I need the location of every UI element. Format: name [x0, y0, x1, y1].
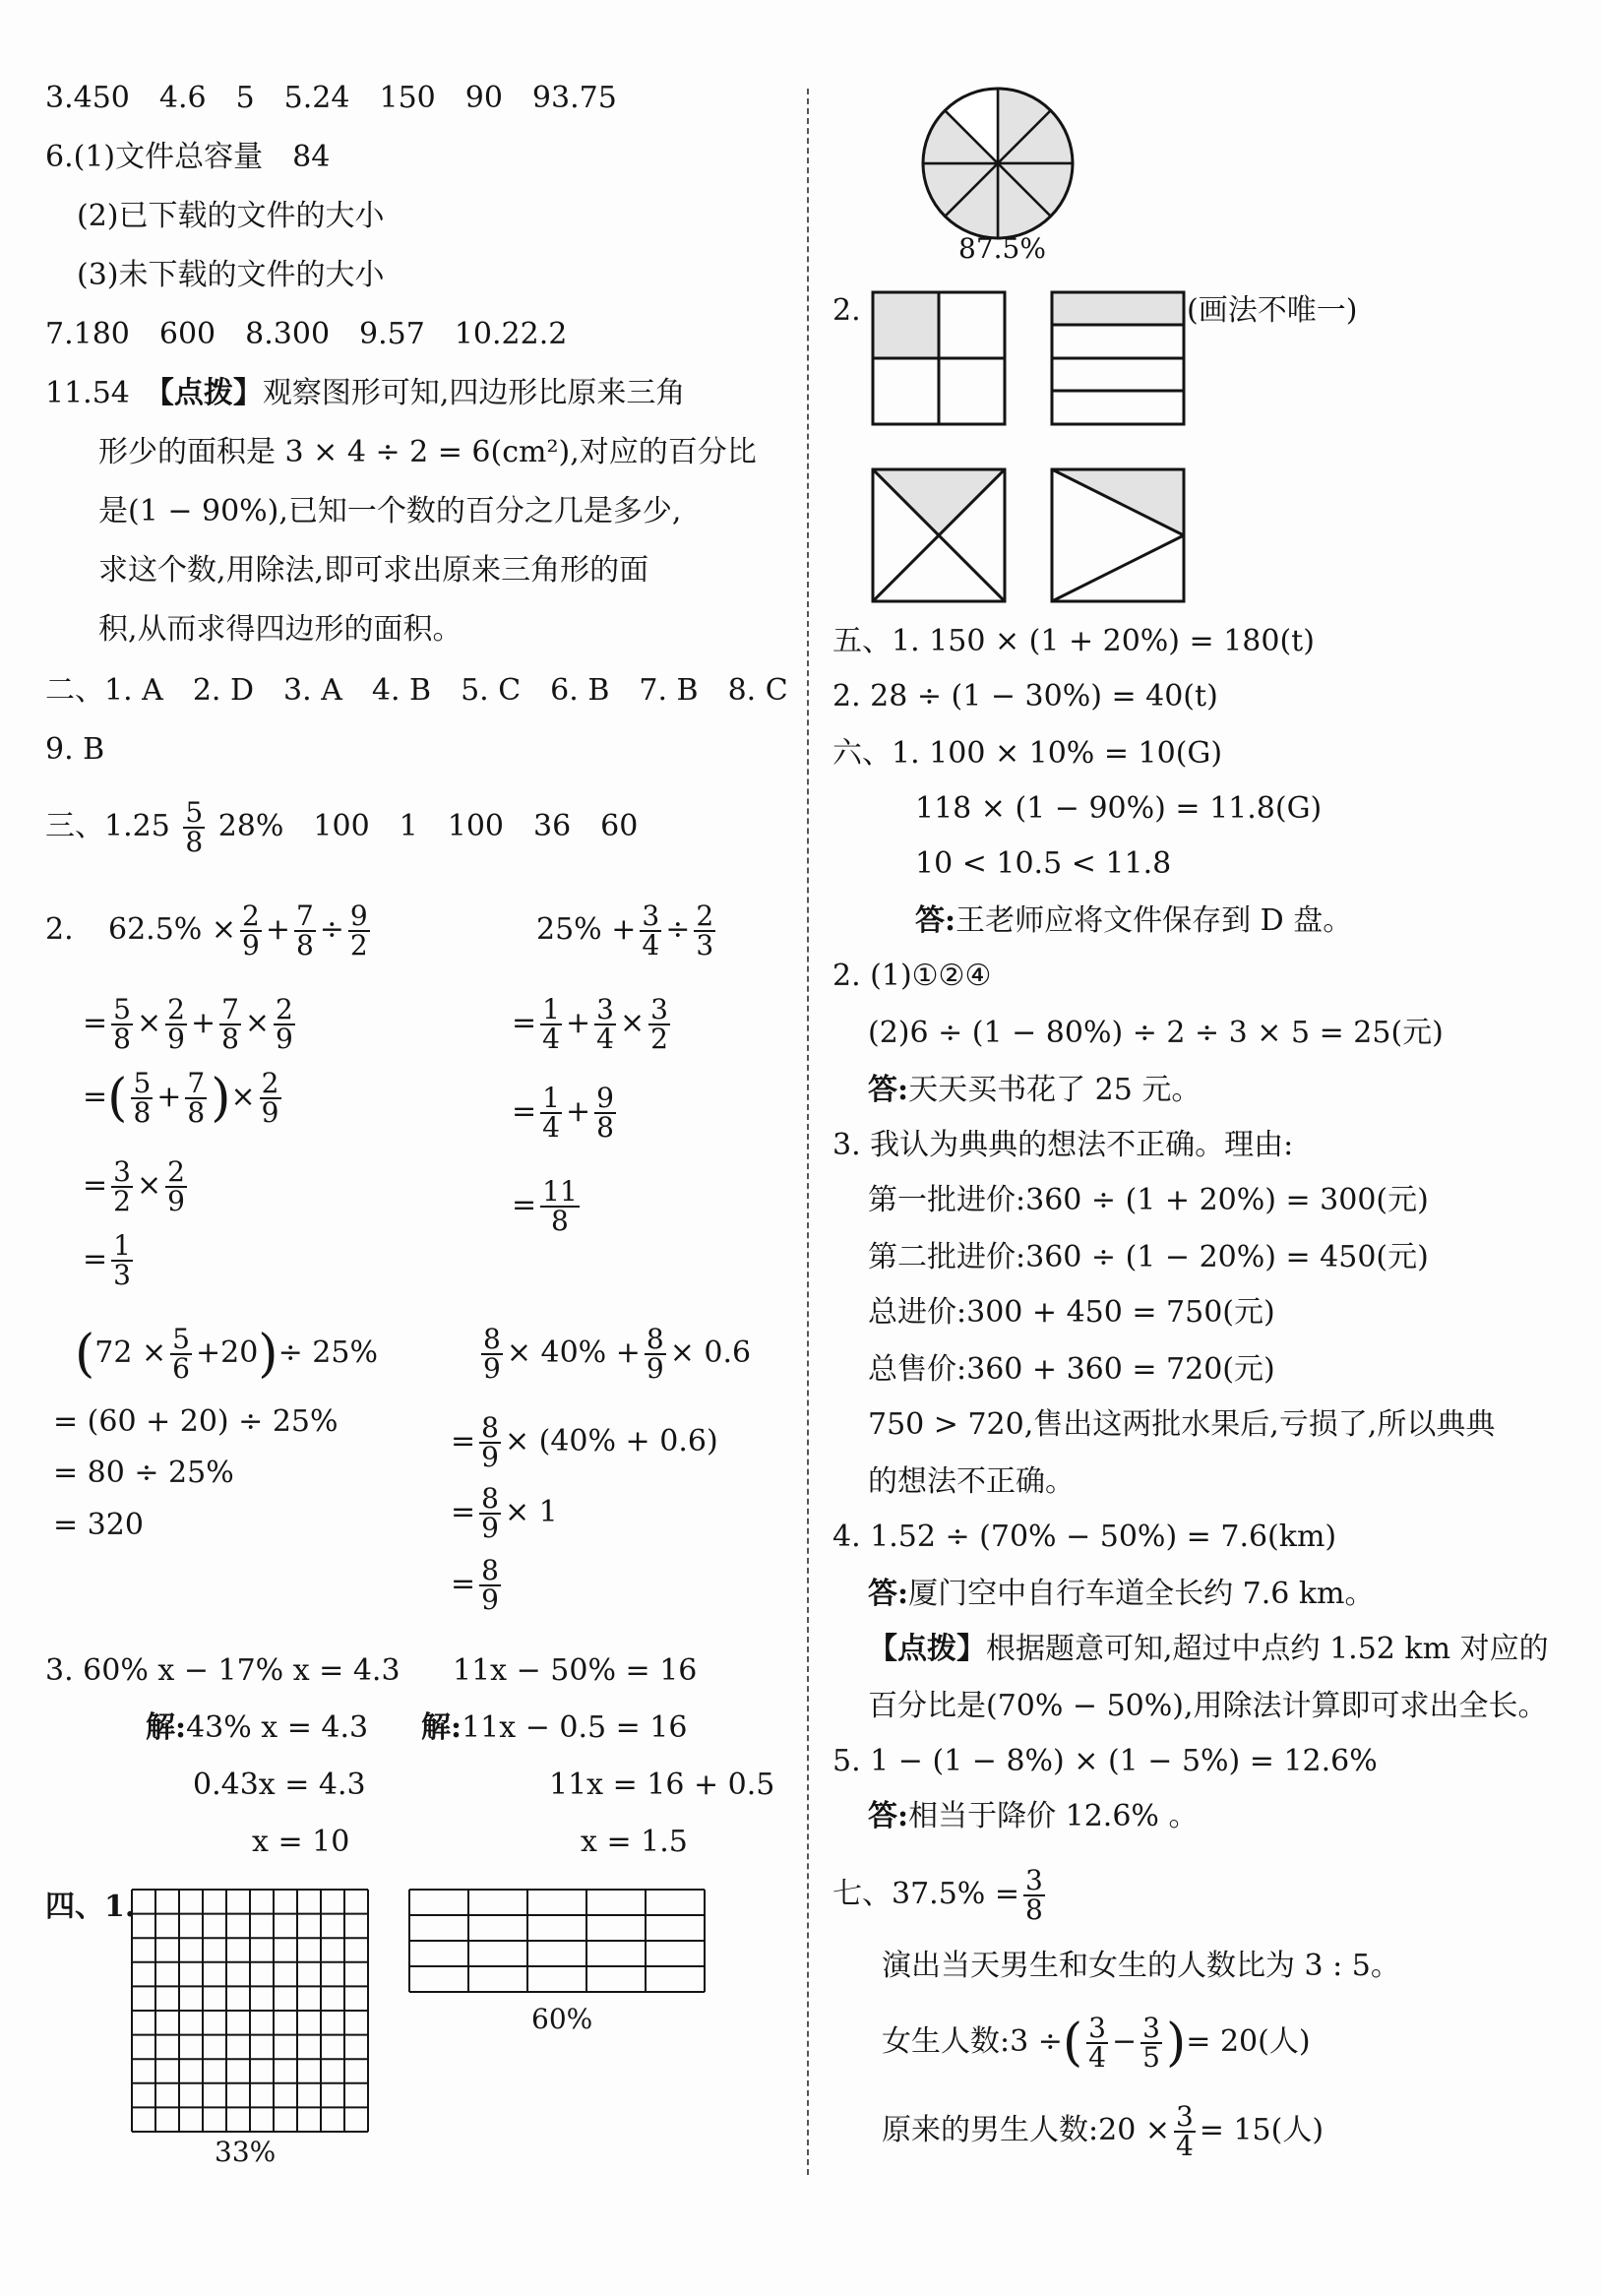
calc-2a-line-3: =( $\frac{5}{8}$ + $\frac{7}{8}$ )× $\frac{2}{9}$ [83, 1067, 279, 1129]
hint-line-3: 是(1 − 90%),已知一个数的百分之几是多少, [98, 494, 682, 528]
fraction: $\frac{5}{8}$ [185, 796, 204, 858]
shaded-square-rows [1051, 291, 1185, 425]
calc-2b-line-2: = $\frac{1}{4}$ + $\frac{3}{4}$ × $\frac{3}{2}$ [512, 993, 668, 1055]
circle-caption: 87.5% [958, 232, 1046, 265]
calc-3a-line-1: (72 × $\frac{5}{6}$ +20)÷ 25% [75, 1323, 378, 1385]
r5-line-2: 2. 28 ÷ (1 − 30%) = 40(t) [832, 679, 1218, 714]
equation-3b-line-2: 解:11x − 0.5 = 16 [421, 1710, 688, 1745]
calc-3b-line-2: = $\frac{8}{9}$ × (40% + 0.6) [451, 1411, 718, 1473]
calc-label-2: 2. [45, 912, 74, 947]
hint-line-2: 形少的面积是 3 × 4 ÷ 2 = 6(cm²),对应的百分比 [98, 435, 757, 469]
calc-2b-line-4: = $\frac{11}{8}$ [512, 1175, 578, 1237]
q2-label: 2. [832, 293, 861, 328]
r6-line-13: 750 > 720,售出这两批水果后,亏损了,所以典典 [868, 1407, 1496, 1442]
r7-line-4: 原来的男生人数:20 × $\frac{3}{4}$ = 15(人) [882, 2100, 1325, 2162]
answer-line-6-2: (2)已下载的文件的大小 [77, 199, 385, 233]
r6-line-7: 答:天天买书花了 25 元。 [868, 1073, 1202, 1107]
equation-3b-line-4: x = 1.5 [581, 1825, 688, 1859]
shaded-square-diagonals [872, 468, 1006, 602]
r7-line-2: 演出当天男生和女生的人数比为 3 : 5。 [882, 1949, 1400, 1983]
r6-line-17: 【点拨】根据题意可知,超过中点约 1.52 km 对应的 [868, 1632, 1549, 1666]
r5-line-1: 五、1. 150 × (1 + 20%) = 180(t) [832, 624, 1315, 658]
r6-line-3: 10 < 10.5 < 11.8 [915, 846, 1172, 881]
r6-line-9: 第一批进价:360 ÷ (1 + 20%) = 300(元) [868, 1183, 1429, 1217]
answer-11-value: 11.54 [45, 376, 159, 410]
shaded-square-quarters [872, 291, 1006, 425]
r6-line-11: 总进价:300 + 450 = 750(元) [868, 1295, 1275, 1330]
r6-line-1: 六、1. 100 × 10% = 10(G) [832, 736, 1223, 771]
equation-3b-line-3: 11x = 16 + 0.5 [549, 1768, 775, 1802]
calc-2a-line-2: = $\frac{5}{8}$ × $\frac{2}{9}$ + $\frac{7}{8}$ × $\frac{2}{9}$ [83, 993, 293, 1055]
answer-line-3: 3.450 4.6 5 5.24 150 90 93.75 [45, 81, 617, 115]
equation-3a-line-3: 0.43x = 4.3 [193, 1768, 366, 1802]
r6-line-20: 答:相当于降价 12.6% 。 [868, 1799, 1199, 1833]
r6-line-12: 总售价:360 + 360 = 720(元) [868, 1352, 1275, 1387]
equation-3a-line-2: 解:43% x = 4.3 [146, 1710, 369, 1745]
grid-caption: 33% [215, 2136, 277, 2168]
section-2-answers: 二、1. A 2. D 3. A 4. B 5. C 6. B 7. B 8. C [45, 673, 788, 708]
percent-circle-8 [919, 85, 1077, 242]
hint-line-5: 积,从而求得四边形的面积。 [98, 612, 462, 647]
calc-3a-line-2: = (60 + 20) ÷ 25% [53, 1404, 339, 1439]
hint-line-4: 求这个数,用除法,即可求出原来三角形的面 [98, 553, 649, 588]
column-divider [807, 89, 809, 2175]
q2-note: (画法不唯一) [1187, 293, 1358, 328]
r6-line-19: 5. 1 − (1 − 8%) × (1 − 5%) = 12.6% [832, 1744, 1378, 1778]
r6-line-2: 118 × (1 − 90%) = 11.8(G) [915, 791, 1323, 826]
r6-line-10: 第二批进价:360 ÷ (1 − 20%) = 450(元) [868, 1240, 1429, 1274]
calc-2a-line-5: = $\frac{1}{3}$ [83, 1229, 131, 1291]
section-3-line-1 [45, 796, 639, 858]
answer-line-11 [45, 374, 685, 413]
answer-line-6-1: 6.(1)文件总容量 84 [45, 140, 331, 174]
answer-line-6-3: (3)未下载的文件的大小 [77, 258, 385, 292]
r6-line-14: 的想法不正确。 [868, 1464, 1075, 1499]
r6-line-5: 2. (1)①②④ [832, 959, 992, 993]
calc-3b-line-4: = $\frac{8}{9}$ [451, 1554, 499, 1616]
calc-2a-line-1: 62.5% × $\frac{2}{9}$ + $\frac{7}{8}$ ÷ $\frac{9}{2}$ [108, 900, 368, 962]
r7-line-3: 女生人数:3 ÷( $\frac{3}{4}$ − $\frac{3}{5}$ )= 20(人) [882, 2012, 1311, 2074]
s3-text-b: 28% 100 1 100 36 60 [217, 809, 639, 843]
calc-3b-line-3: = $\frac{8}{9}$ × 1 [451, 1482, 558, 1544]
equation-3a-line-1: 3. 60% x − 17% x = 4.3 [45, 1653, 400, 1688]
s3-text-a: 三、1.25 [45, 809, 170, 843]
percent-grid-10x10 [130, 1888, 370, 2134]
rect-caption: 60% [531, 2003, 593, 2035]
equation-3a-line-4: x = 10 [252, 1825, 350, 1859]
calc-2b-line-1: 25% + $\frac{3}{4}$ ÷ $\frac{2}{3}$ [536, 900, 714, 962]
equation-3b-line-1: 11x − 50% = 16 [453, 1653, 698, 1688]
r6-line-4: 答:王老师应将文件保存到 D 盘。 [915, 903, 1353, 938]
calc-2a-line-4: = $\frac{3}{2}$ × $\frac{2}{9}$ [83, 1155, 185, 1217]
calc-2b-line-3: = $\frac{1}{4}$ + $\frac{9}{8}$ [512, 1082, 614, 1144]
calc-3b-line-1: $\frac{8}{9}$ × 40% + $\frac{8}{9}$ × 0.6 [483, 1323, 752, 1385]
r6-line-15: 4. 1.52 ÷ (70% − 50%) = 7.6(km) [832, 1520, 1337, 1554]
answer-line-7-10: 7.180 600 8.300 9.57 10.22.2 [45, 317, 568, 351]
r6-line-16: 答:厦门空中自行车道全长约 7.6 km。 [868, 1577, 1375, 1611]
r6-line-18: 百分比是(70% − 50%),用除法计算即可求出全长。 [868, 1689, 1548, 1723]
shaded-square-fan [1051, 468, 1185, 602]
section-2-answers-cont: 9. B [45, 732, 105, 767]
hint-text: 观察图形可知,四边形比原来三角 [262, 376, 686, 410]
r6-line-8: 3. 我认为典典的想法不正确。理由: [832, 1128, 1294, 1162]
r7-line-1: 七、37.5% = $\frac{3}{8}$ [832, 1864, 1043, 1926]
percent-rect-5x4 [407, 1888, 709, 1996]
calc-3a-line-3: = 80 ÷ 25% [53, 1456, 234, 1490]
hint-tag: 【点拨】 [158, 376, 263, 410]
r6-line-6: (2)6 ÷ (1 − 80%) ÷ 2 ÷ 3 × 5 = 25(元) [868, 1016, 1444, 1050]
calc-3a-line-4: = 320 [53, 1508, 144, 1542]
section-4-label: 四、1. [45, 1890, 136, 1924]
